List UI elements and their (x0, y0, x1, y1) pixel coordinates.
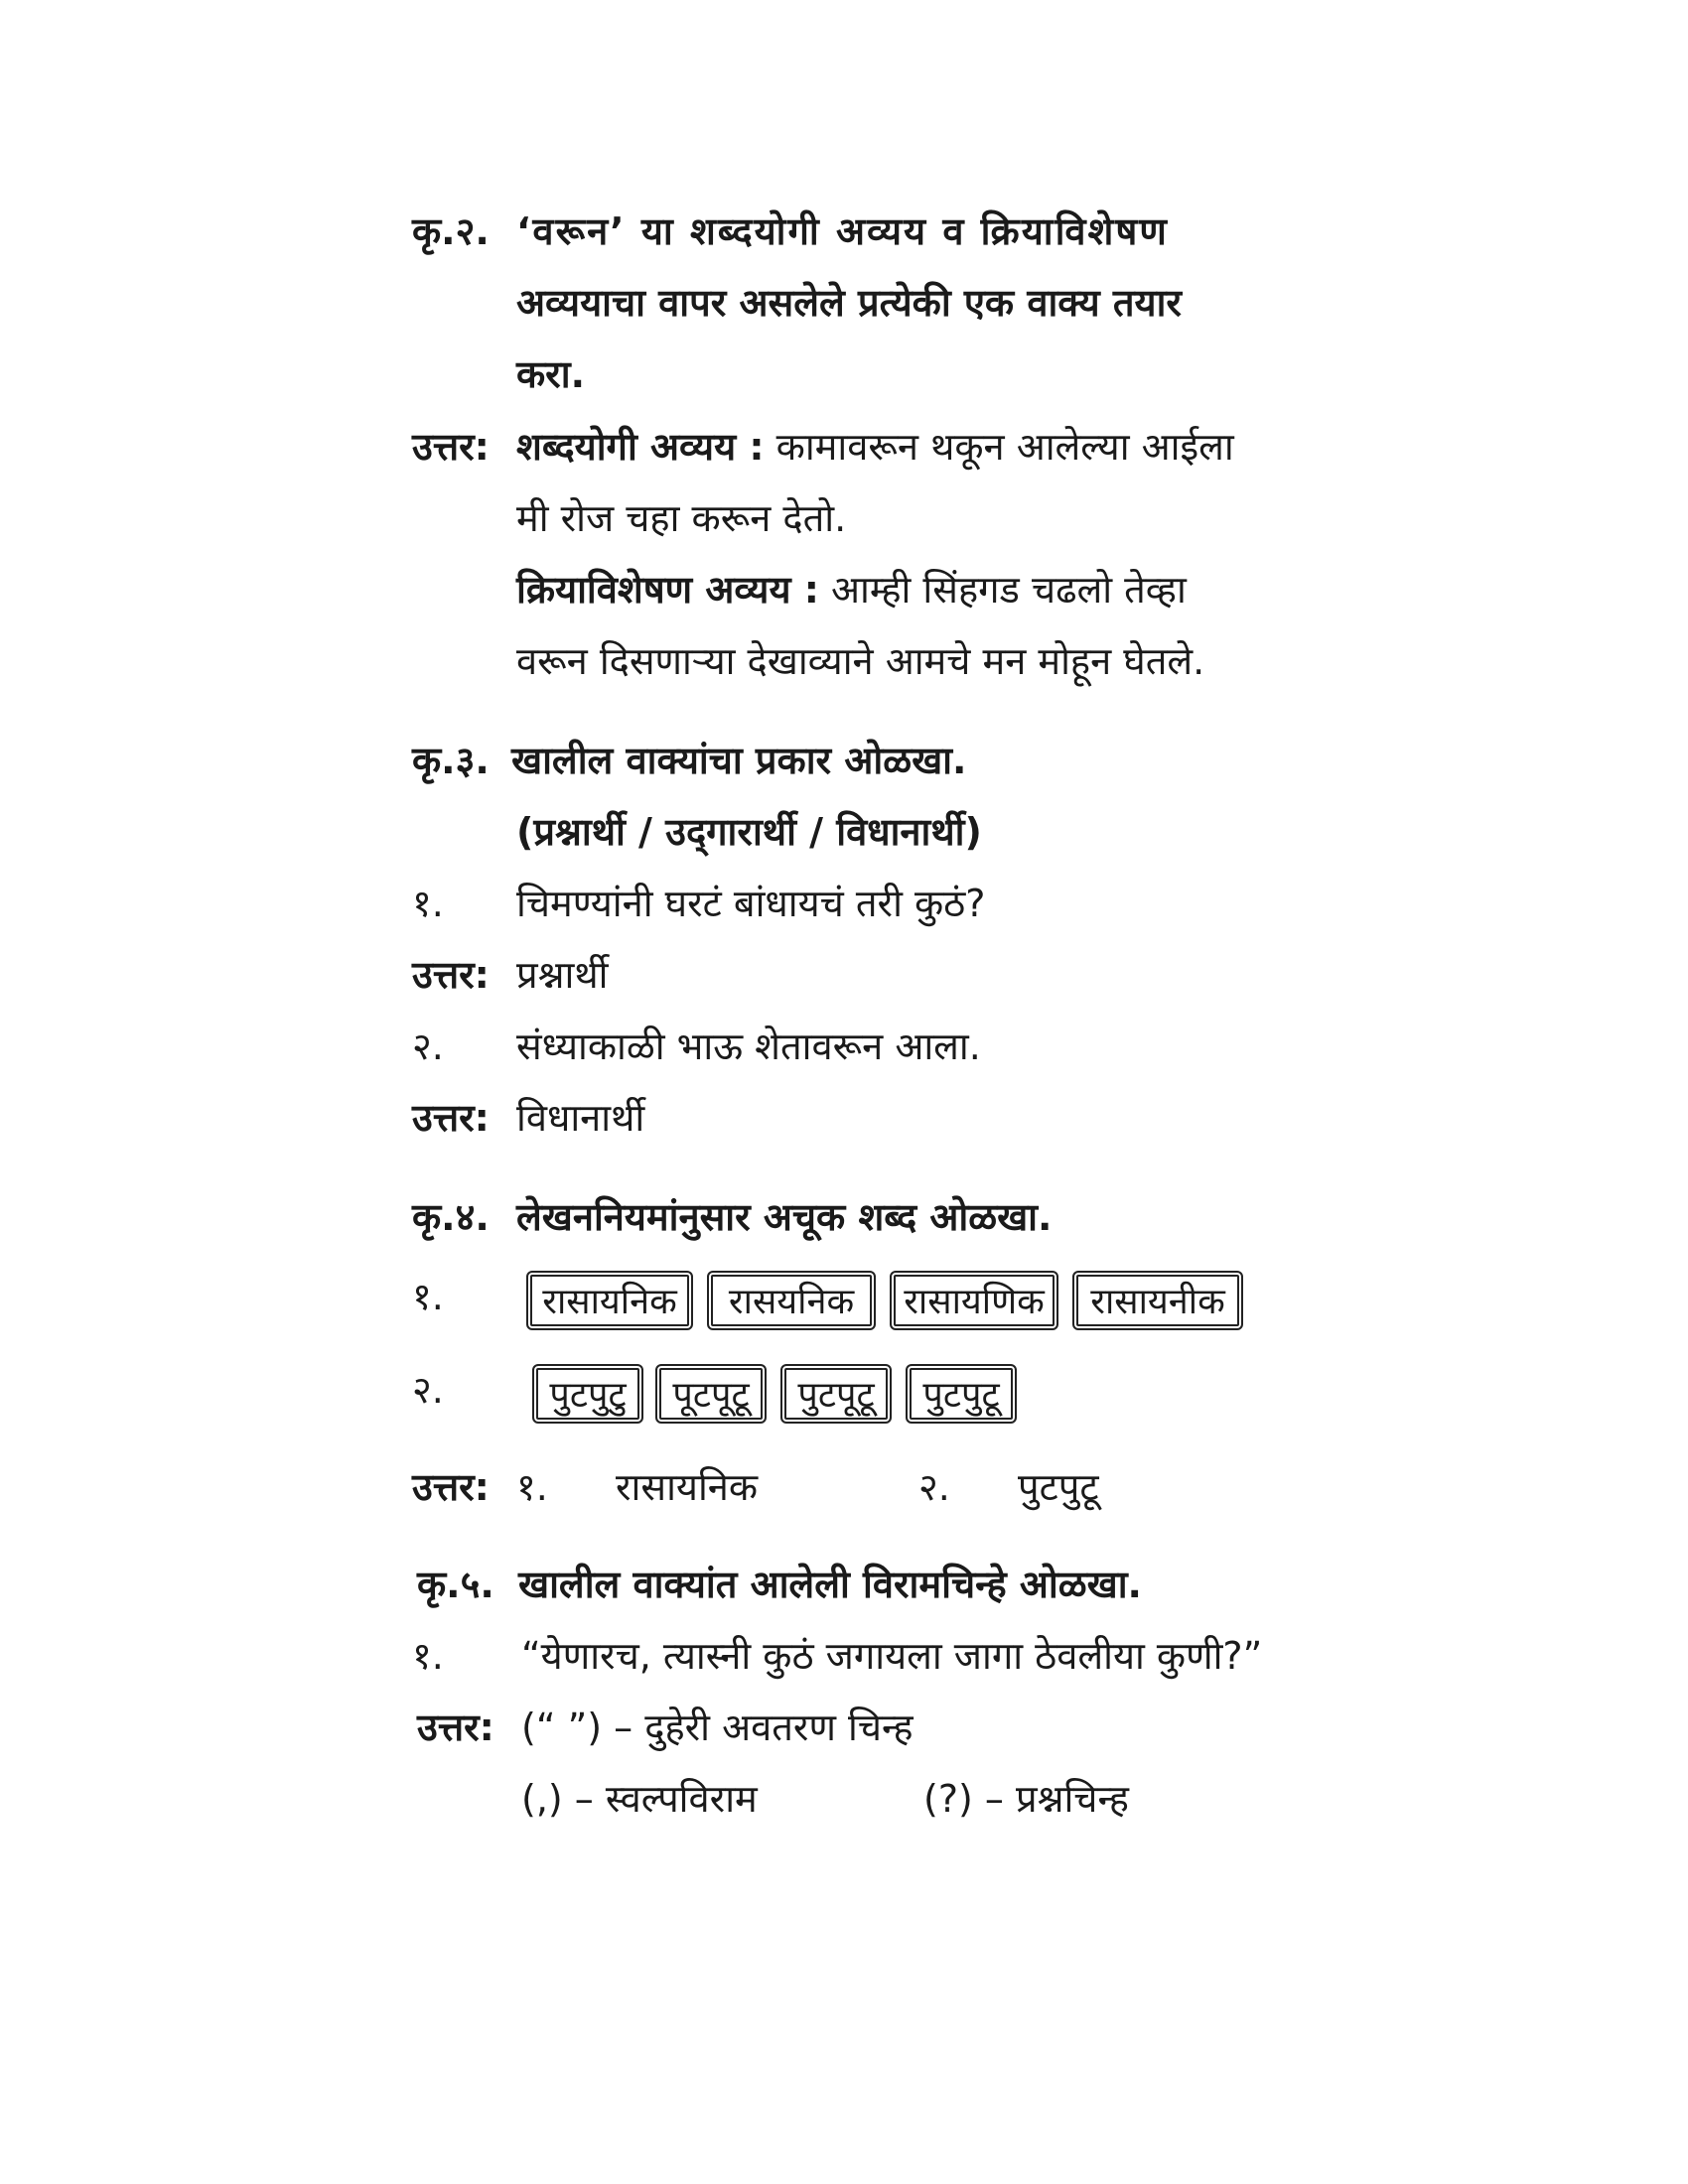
word-option-box: पुटपूटू (780, 1364, 892, 1424)
item-answer: प्रश्नार्थी (516, 953, 609, 997)
item-number: १. (412, 1634, 444, 1678)
word-option-box: पुटपुटू (906, 1364, 1017, 1424)
word-option-box: रासयनिक (707, 1271, 876, 1330)
word-option-box: रासायणिक (890, 1271, 1058, 1330)
answer-1-label: शब्दयोगी अव्यय : (516, 425, 765, 469)
answer-label: उत्तर: (417, 1706, 494, 1749)
answer-3: (?) – प्रश्नचिन्ह (923, 1777, 1129, 1821)
item-answer: विधानार्थी (516, 1096, 645, 1140)
answer-label: उत्तर: (412, 1096, 490, 1140)
answer-2 (516, 562, 1187, 617)
word-option-box: रासायनिक (526, 1271, 693, 1330)
answer-2: (,) – स्वल्पविराम (521, 1777, 758, 1821)
answer-1: रासायनिक (616, 1465, 759, 1509)
answer-label: उत्तर: (412, 1465, 490, 1509)
answer-1-text-line-2: मी रोज चहा करून देतो. (516, 496, 847, 540)
item-text: चिमण्यांनी घरटं बांधायचं तरी कुठं? (516, 882, 986, 925)
question-number: कृ.३. (412, 739, 490, 782)
item-number: २. (412, 1024, 444, 1068)
answer-2-number: २. (918, 1465, 950, 1509)
question-number: कृ.४. (412, 1195, 490, 1239)
row-1-number: १. (412, 1275, 444, 1318)
row-2-number: २. (412, 1368, 444, 1412)
question-text-line-3: करा. (516, 352, 586, 396)
answer-label: उत्तर: (412, 953, 490, 997)
answer-1: (“ ”) – दुहेरी अवतरण चिन्ह (521, 1706, 914, 1749)
question-text-line-1: ‘वरून’ या शब्दयोगी अव्यय व क्रियाविशेषण (516, 209, 1169, 253)
item-number: १. (412, 882, 444, 925)
answer-2: पुटपुटू (1018, 1465, 1099, 1509)
word-option-box: पुटपुटु (532, 1364, 643, 1424)
question-title: खालील वाक्यांत आलेली विरामचिन्हे ओळखा. (518, 1563, 1142, 1606)
question-number: कृ.५. (417, 1563, 494, 1606)
answer-1-number: १. (516, 1465, 548, 1509)
question-options: (प्रश्नार्थी / उद्‌गारार्थी / विधानार्थी) (516, 810, 982, 854)
item-text: संध्याकाळी भाऊ शेतावरून आला. (516, 1024, 981, 1068)
question-title: खालील वाक्यांचा प्रकार ओळखा. (511, 739, 967, 782)
question-title: लेखननियमांनुसार अचूक शब्द ओळखा. (516, 1195, 1053, 1239)
answer-2-text-line-2: वरून दिसणाऱ्या देखाव्याने आमचे मन मोहून घेतले. (516, 639, 1205, 683)
item-text: “येणारच, त्यास्नी कुठं जगायला जागा ठेवलीया कुणी?” (521, 1634, 1263, 1678)
answer-2-text: आम्ही सिंहगड चढलो तेव्हा (831, 568, 1187, 612)
answer-2-label: क्रियाविशेषण अव्यय : (516, 568, 819, 612)
answer-label: उत्तर: (412, 425, 490, 469)
question-number: कृ.२. (412, 209, 490, 253)
answer-1 (516, 419, 1234, 475)
answer-1-text: कामावरून थकून आलेल्या आईला (775, 425, 1234, 469)
word-option-box: रासायनीक (1072, 1271, 1243, 1330)
question-text-line-2: अव्ययाचा वापर असलेले प्रत्येकी एक वाक्य तयार (516, 281, 1182, 325)
word-option-box: पूटपूटू (655, 1364, 767, 1424)
